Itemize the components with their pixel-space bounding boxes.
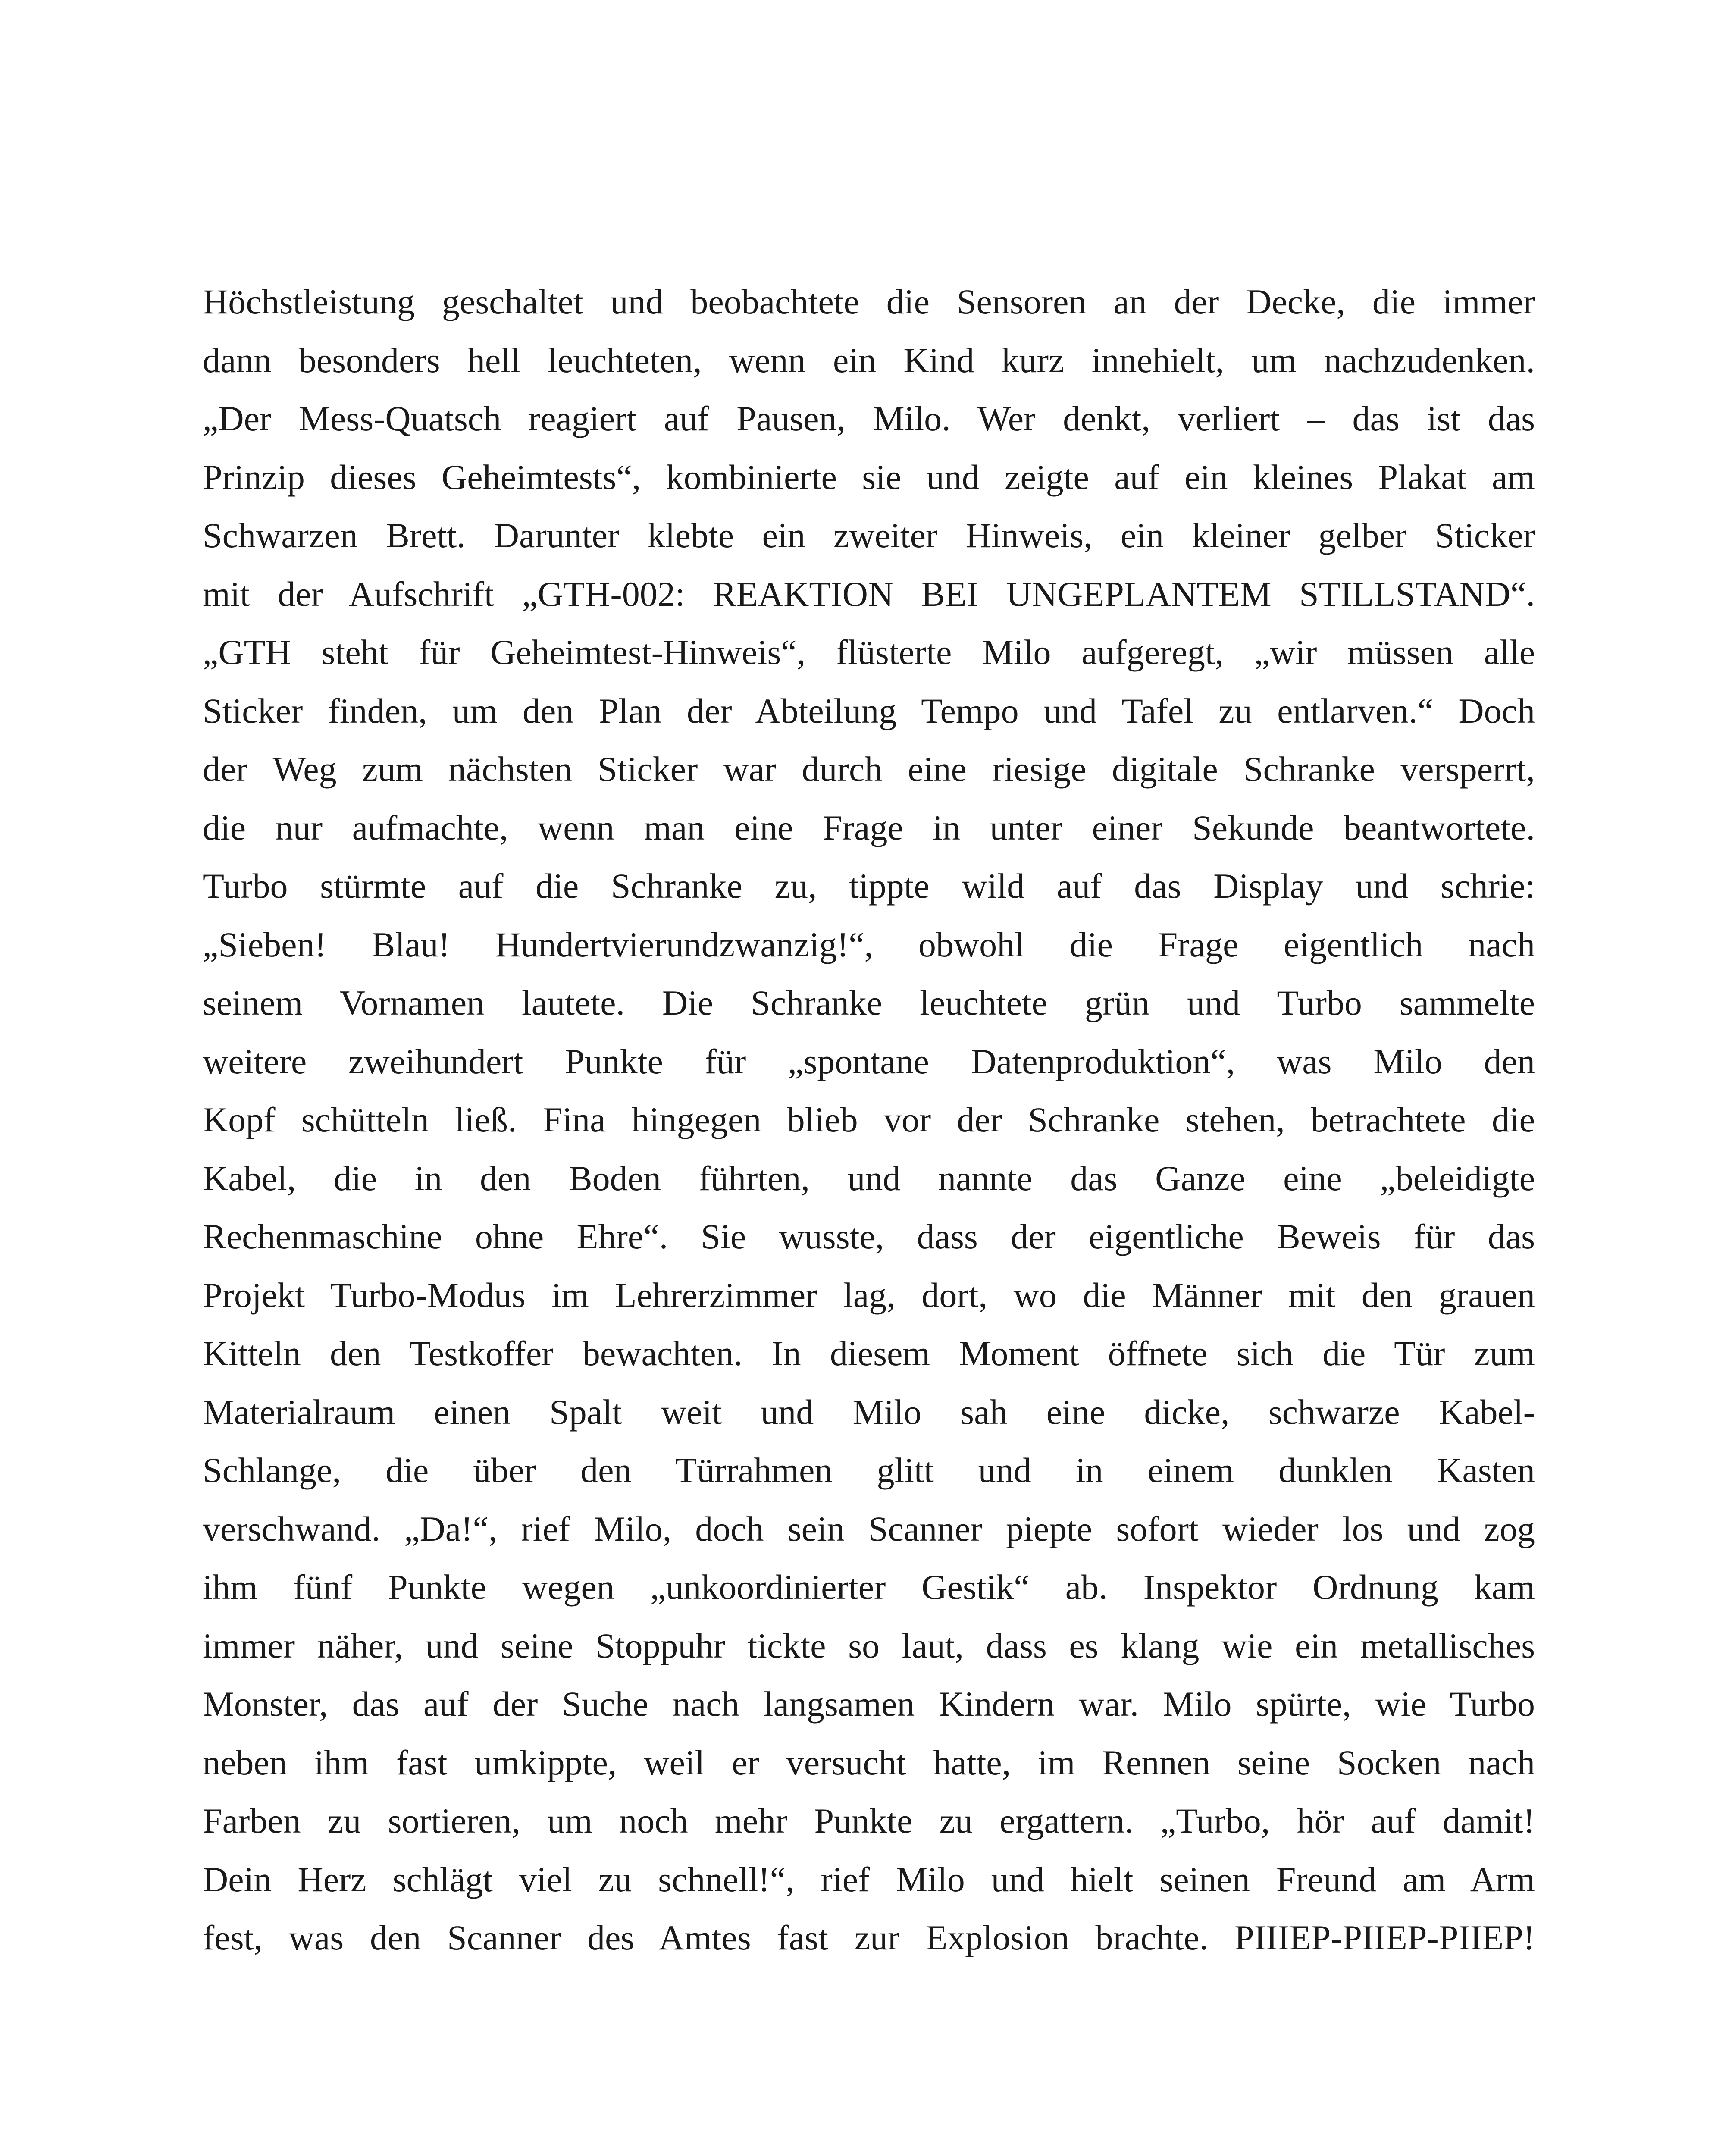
text-line: immer näher, und seine Stoppuhr tickte so laut, dass es klang wie ein metallisches	[203, 1626, 1535, 1665]
text-line: Projekt Turbo-Modus im Lehrerzimmer lag, dort, wo die Männer mit den grauen	[203, 1275, 1535, 1315]
text-line: die nur aufmachte, wenn man eine Frage in unter einer Sekunde beantwortete.	[203, 808, 1535, 847]
text-line: Prinzip dieses Geheimtests“, kombinierte sie und zeigte auf ein kleines Plakat am	[203, 457, 1535, 497]
text-line: „Der Mess-Quatsch reagiert auf Pausen, Milo. Wer denkt, verliert – das ist das	[203, 399, 1535, 438]
text-line: Höchstleistung geschaltet und beobachtete die Sensoren an der Decke, die immer	[203, 282, 1535, 321]
text-line: Schwarzen Brett. Darunter klebte ein zweiter Hinweis, ein kleiner gelber Sticker	[203, 516, 1535, 555]
text-line: dann besonders hell leuchteten, wenn ein Kind kurz innehielt, um nachzudenken.	[203, 340, 1535, 380]
text-line: seinem Vornamen lautete. Die Schranke leuchtete grün und Turbo sammelte	[203, 983, 1535, 1022]
text-line: Monster, das auf der Suche nach langsamen Kindern war. Milo spürte, wie Turbo	[203, 1684, 1535, 1724]
text-line: neben ihm fast umkippte, weil er versucht hatte, im Rennen seine Socken nach	[203, 1742, 1535, 1782]
text-line: Farben zu sortieren, um noch mehr Punkte zu ergattern. „Turbo, hör auf damit!	[203, 1801, 1535, 1840]
text-line: Sticker finden, um den Plan der Abteilung Tempo und Tafel zu entlarven.“ Doch	[203, 691, 1535, 730]
text-line: weitere zweihundert Punkte für „spontane Datenproduktion“, was Milo den	[203, 1041, 1535, 1081]
text-line: ihm fünf Punkte wegen „unkoordinierter Gestik“ ab. Inspektor Ordnung kam	[203, 1567, 1535, 1607]
text-line: Kopf schütteln ließ. Fina hingegen blieb vor der Schranke stehen, betrachtete die	[203, 1100, 1535, 1139]
text-line: Dein Herz schlägt viel zu schnell!“, rief Milo und hielt seinen Freund am Arm	[203, 1859, 1535, 1899]
text-line: fest, was den Scanner des Amtes fast zur Explosion brachte. PIIIEP-PIIEP-PIIEP!	[203, 1918, 1535, 1957]
text-line: Kabel, die in den Boden führten, und nannte das Ganze eine „beleidigte	[203, 1158, 1535, 1198]
text-line: „Sieben! Blau! Hundertvierundzwanzig!“, obwohl die Frage eigentlich nach	[203, 924, 1535, 964]
text-line: „GTH steht für Geheimtest-Hinweis“, flüsterte Milo aufgeregt, „wir müssen alle	[203, 633, 1535, 672]
text-line: mit der Aufschrift „GTH-002: REAKTION BEI UNGEPLANTEM STILLSTAND“.	[203, 574, 1535, 614]
text-line: verschwand. „Da!“, rief Milo, doch sein Scanner piepte sofort wieder los und zog	[203, 1509, 1535, 1548]
text-line: Turbo stürmte auf die Schranke zu, tippte wild auf das Display und schrie:	[203, 866, 1535, 906]
text-line: Rechenmaschine ohne Ehre“. Sie wusste, dass der eigentliche Beweis für das	[203, 1217, 1535, 1256]
body-text	[203, 273, 1535, 1967]
text-line: Materialraum einen Spalt weit und Milo sah eine dicke, schwarze Kabel-	[203, 1392, 1535, 1432]
text-line: Kitteln den Testkoffer bewachten. In diesem Moment öffnete sich die Tür zum	[203, 1334, 1535, 1373]
text-line: der Weg zum nächsten Sticker war durch eine riesige digitale Schranke versperrt,	[203, 749, 1535, 789]
text-line: Schlange, die über den Türrahmen glitt und in einem dunklen Kasten	[203, 1451, 1535, 1490]
